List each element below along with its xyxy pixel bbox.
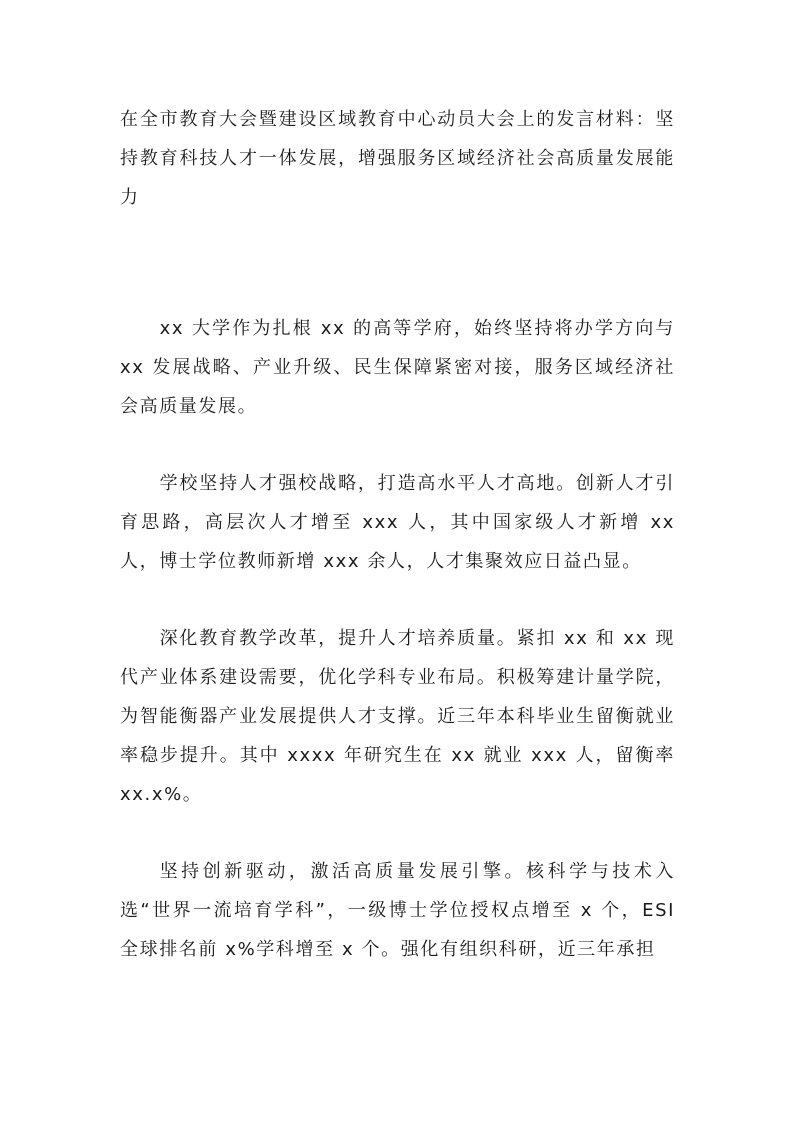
paragraph-2: 学校坚持人才强校战略，打造高水平人才高地。创新人才引育思路，高层次人才增至 xxx 人，其中国家级人才新增 xx 人，博士学位教师新增 xxx 余人，人才集聚效应日益凸显。 (120, 473, 675, 572)
paragraph-3: 深化教育教学改革，提升人才培养质量。紧扣 xx 和 xx 现代产业体系建设需要，优化学科专业布局。积极筹建计量学院，为智能衡器产业发展提供人才支撑。近三年本科毕业生留衡就业率稳步提升。其中 xxxx 年研究生在 xx 就业 xxx 人，留衡率 xx.x%。 (120, 628, 675, 805)
paragraph-4: 坚持创新驱动，激活高质量发展引擎。核科学与技术入选“世界一流培育学科”，一级博士学位授权点增至 x 个，ESI 全球排名前 x%学科增至 x 个。强化有组织科研，近三年承担 (120, 861, 675, 960)
document-title: 在全市教育大会暨建设区域教育中心动员大会上的发言材料：坚持教育科技人才一体发展，增强服务区域经济社会高质量发展能力 (120, 109, 675, 208)
title-spacer (120, 217, 675, 309)
paragraph-1: xx 大学作为扎根 xx 的高等学府，始终坚持将办学方向与 xx 发展战略、产业升级、民生保障紧密对接，服务区域经济社会高质量发展。 (120, 318, 675, 417)
